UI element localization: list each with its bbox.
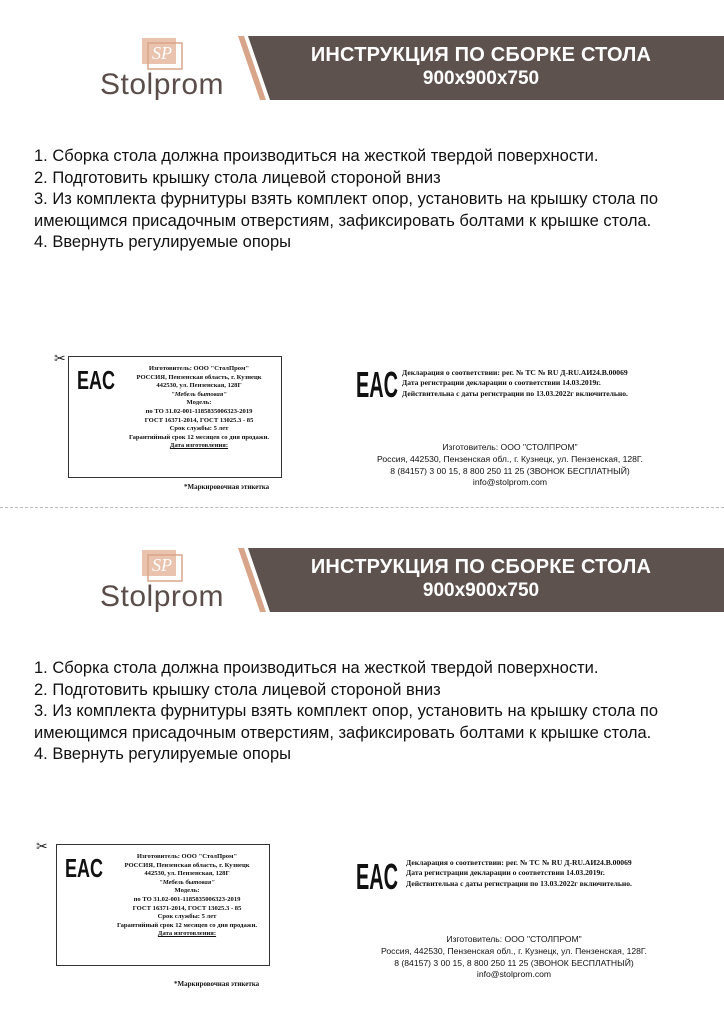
manufacturer-block — [356, 934, 672, 981]
declaration-line: Действительна с даты регистрации по 13.03.2022г включительно. — [402, 388, 628, 398]
label-line: Модель: — [174, 887, 200, 895]
step-4: 4. Ввернуть регулируемые опоры — [34, 745, 292, 763]
declaration-block — [402, 368, 628, 399]
marking-label — [68, 356, 282, 478]
label-line: 442530, ул. Пензенская, 128Г — [156, 382, 242, 390]
svg-text:EAC: EAC — [356, 364, 398, 405]
label-line: Срок службы: 5 лет — [157, 913, 217, 921]
step-1: 1. Сборка стола должна производиться на жесткой твердой поверхности. — [34, 659, 599, 677]
svg-text:EAC: EAC — [356, 856, 398, 897]
label-line: "Мебель бытовая" — [159, 878, 215, 886]
declaration-line: Дата регистрации декларации о соответствии 14.03.2019г. — [406, 868, 605, 878]
manufacturer-line: Изготовитель: ООО "СТОЛПРОМ" — [446, 934, 582, 944]
table-size: 900x900x750 — [422, 68, 540, 89]
eac-mark-icon — [356, 364, 398, 405]
scissors-icon: ✂ — [36, 838, 48, 854]
step-3: 3. Из комплекта фурнитуры взять комплект опор, установить на крышку стола по имеющимся присадочным отверстиям, зафиксировать болтами к крышке стола. — [34, 702, 659, 742]
declaration-line: Декларация о соответствии: рег. № ТС № RU Д-RU.АИ24.В.00069 — [402, 368, 628, 377]
stolprom-logo — [100, 548, 230, 612]
manufacturer-line: 8 (84157) 3 00 15, 8 800 250 11 25 (ЗВОНОК БЕСПЛАТНЫЙ) — [390, 465, 630, 476]
manufacturer-block — [352, 442, 668, 489]
label-note: *Маркировочная этикетка — [174, 980, 260, 988]
label-line: Гарантийный срок 12 месяцев со дня продажи. — [128, 433, 270, 441]
svg-text:SP: SP — [152, 43, 172, 63]
declaration-line: Дата регистрации декларации о соответствии 14.03.2019г. — [402, 378, 601, 388]
manufacturer-email: info@stolprom.com — [472, 477, 548, 488]
logo-mark-icon — [138, 36, 184, 70]
label-line: Изготовитель: ООО "СтолПром" — [148, 365, 250, 372]
logo-text: Stolprom — [100, 68, 225, 101]
eac-mark-icon — [77, 365, 116, 395]
table-size: 900x900x750 — [422, 580, 540, 601]
cut-line-divider — [0, 507, 724, 508]
manufacturer-line: 8 (84157) 3 00 15, 8 800 250 11 25 (ЗВОНОК БЕСПЛАТНЫЙ) — [394, 957, 634, 968]
manufacturer-email: info@stolprom.com — [476, 969, 552, 980]
instruction-sheet-2 — [0, 512, 724, 1016]
label-line: ГОСТ 16371-2014, ГОСТ 13025.3 - 85 — [132, 904, 242, 912]
header-banner — [238, 548, 724, 612]
logo-mark-icon — [138, 548, 184, 582]
assembly-steps — [34, 146, 694, 254]
label-line: "Мебель бытовая" — [171, 390, 227, 398]
label-line: Дата изготовления: — [157, 930, 217, 938]
step-4: 4. Ввернуть регулируемые опоры — [34, 233, 292, 251]
label-line: Изготовитель: ООО "СтолПром" — [136, 853, 238, 860]
eac-mark-icon — [356, 856, 398, 897]
logo-text: Stolprom — [100, 580, 225, 613]
header-banner — [238, 36, 724, 100]
label-line: по ТО 31.02-001-1185835006323-2019 — [145, 407, 253, 415]
manufacturer-line: Россия, 442530, Пензенская обл., г. Кузнецк, ул. Пензенская, 128Г. — [377, 453, 643, 464]
label-line: по ТО 31.02-001-1185835006323-2019 — [133, 895, 241, 903]
declaration-line: Декларация о соответствии: рег. № ТС № RU Д-RU.АИ24.В.00069 — [406, 858, 632, 867]
svg-text:EAC: EAC — [77, 365, 116, 395]
label-line: РОССИЯ, Пензенская область, г. Кузнецк — [136, 373, 262, 381]
step-2: 2. Подготовить крышку стола лицевой стороной вниз — [34, 680, 441, 699]
eac-mark-icon — [65, 853, 104, 883]
label-text — [109, 853, 265, 939]
declaration-line: Действительна с даты регистрации по 13.03.2022г включительно. — [406, 878, 632, 888]
step-2: 2. Подготовить крышку стола лицевой стороной вниз — [34, 168, 441, 187]
marking-label — [56, 844, 270, 966]
declaration-block — [406, 858, 632, 889]
label-line: РОССИЯ, Пензенская область, г. Кузнецк — [124, 861, 250, 869]
label-line: Модель: — [186, 399, 212, 407]
assembly-steps — [34, 658, 694, 766]
step-3: 3. Из комплекта фурнитуры взять комплект опор, установить на крышку стола по имеющимся присадочным отверстиям, зафиксировать болтами к крышке стола. — [34, 190, 659, 230]
svg-text:SP: SP — [152, 555, 172, 575]
manufacturer-line: Изготовитель: ООО "СТОЛПРОМ" — [442, 442, 578, 452]
label-line: Гарантийный срок 12 месяцев со дня продажи. — [116, 921, 258, 929]
label-line: Дата изготовления: — [169, 442, 229, 450]
label-note: *Маркировочная этикетка — [184, 483, 270, 491]
manufacturer-line: Россия, 442530, Пензенская обл., г. Кузнецк, ул. Пензенская, 128Г. — [381, 945, 647, 956]
page-title: ИНСТРУКЦИЯ ПО СБОРКЕ СТОЛА — [310, 556, 652, 578]
step-1: 1. Сборка стола должна производиться на жесткой твердой поверхности. — [34, 147, 599, 165]
page-title: ИНСТРУКЦИЯ ПО СБОРКЕ СТОЛА — [310, 44, 652, 66]
label-text — [121, 365, 277, 451]
instruction-sheet-1 — [0, 0, 724, 504]
scissors-icon: ✂ — [54, 350, 66, 366]
label-line: Срок службы: 5 лет — [169, 425, 229, 433]
label-line: 442530, ул. Пензенская, 128Г — [144, 870, 230, 878]
svg-text:EAC: EAC — [65, 853, 104, 883]
label-line: ГОСТ 16371-2014, ГОСТ 13025.3 - 85 — [144, 416, 254, 424]
stolprom-logo — [100, 36, 230, 100]
